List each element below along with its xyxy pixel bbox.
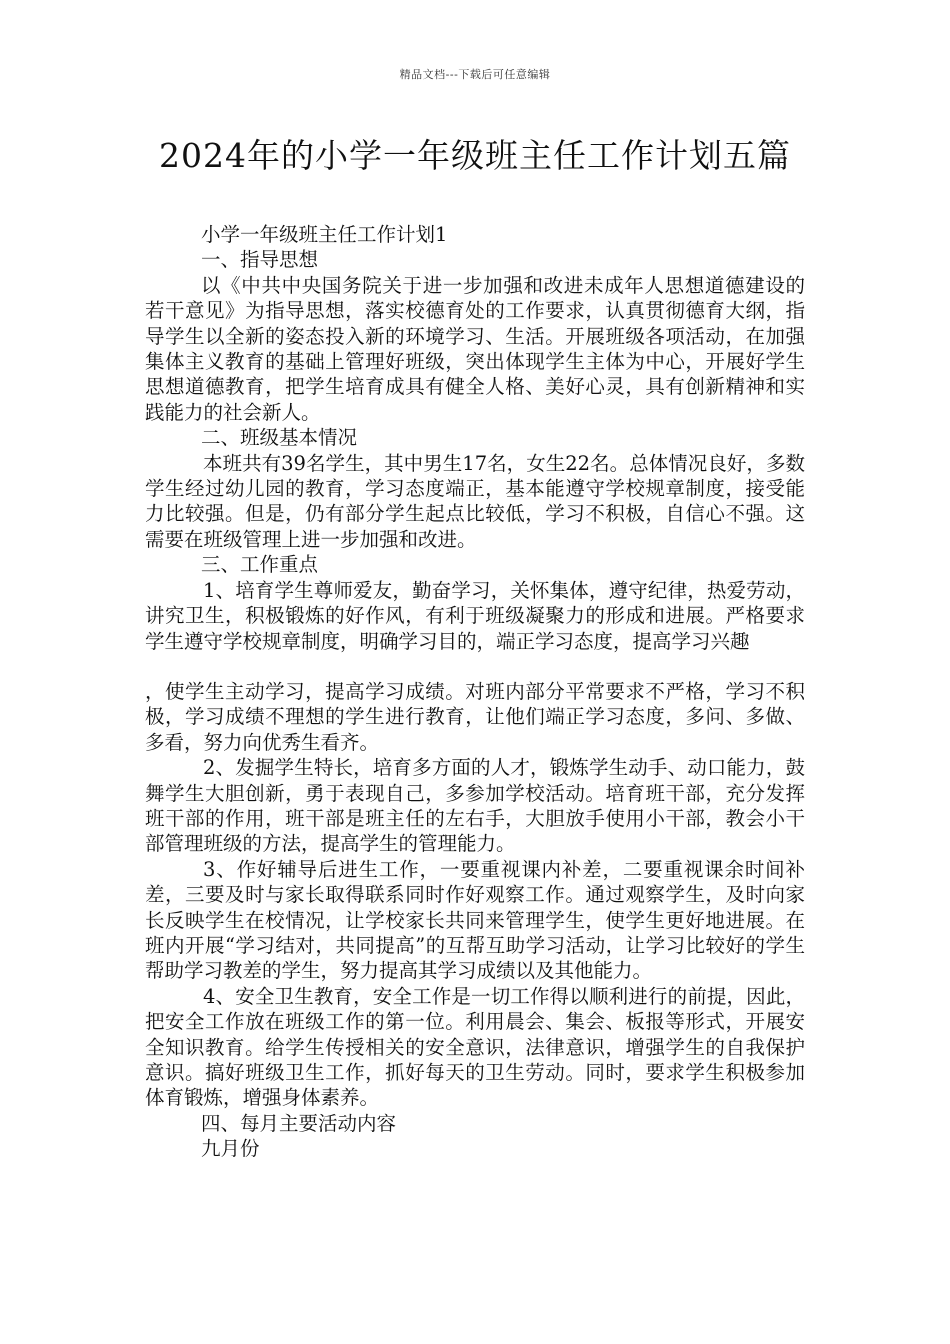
paragraph-focus-2: 2、发掘学生特长，培育多方面的人才，锻炼学生动手、动口能力，鼓舞学生大胆创新，勇于表现自己，多参加学校活动。培育班干部，充分发挥班干部的作用，班干部是班主任的左右手，大胆放手使用小干部，教会小干部管理班级的方法，提高学生的管理能力。 [145, 756, 805, 856]
paragraph-focus-1-continued: ，使学生主动学习，提高学习成绩。对班内部分平常要求不严格，学习不积极，学习成绩不理想的学生进行教育，让他们端正学习态度，多问、多做、多看，努力向优秀生看齐。 [145, 679, 805, 754]
section-heading-monthly-activities: 四、每月主要活动内容 [201, 1111, 397, 1135]
paragraph-focus-4: 4、安全卫生教育，安全工作是一切工作得以顺利进行的前提，因此，把安全工作放在班级工作的第一位。利用晨会、集会、板报等形式，开展安全知识教育。给学生传授相关的安全意识，法律意识，增强学生的自我保护意识。搞好班级卫生工作，抓好每天的卫生劳动。同时，要求学生积极参加体育锻炼，增强身体素养。 [145, 984, 805, 1110]
paragraph-focus-3: 3、作好辅导后进生工作，一要重视课内补差，二要重视课余时间补差，三要及时与家长取得联系同时作好观察工作。通过观察学生，及时向家长反映学生在校情况，让学校家长共同来管理学生，使学生更好地进展。在班内开展“学习结对，共同提高”的互帮互助学习活动，让学习比较好的学生帮助学习教差的学生，努力提高其学习成绩以及其他能力。 [145, 857, 805, 983]
section-heading-class-situation: 二、班级基本情况 [201, 426, 358, 450]
header-note: 精品文档---下载后可任意编辑 [399, 68, 551, 81]
document-body [145, 222, 805, 1162]
section-subtitle: 小学一年级班主任工作计划1 [201, 223, 448, 246]
paragraph-class-situation: 本班共有39名学生，其中男生17名，女生22名。总体情况良好，多数学生经过幼儿园的教育，学习态度端正，基本能遵守学校规章制度，接受能力比较强。但是，仍有部分学生起点比较低，学习不积极，自信心不强。这需要在班级管理上进一步加强和改进。 [145, 451, 805, 551]
month-heading-september: 九月份 [201, 1137, 260, 1161]
section-heading-guiding-thought: 一、指导思想 [201, 248, 319, 272]
paragraph-focus-1: 1、培育学生尊师爱友，勤奋学习，关怀集体，遵守纪律，热爱劳动，讲究卫生，积极锻炼的好作风，有利于班级凝聚力的形成和进展。严格要求学生遵守学校规章制度，明确学习目的，端正学习态度，提高学习兴趣 [145, 578, 805, 653]
document-title: 2024年的小学一年级班主任工作计划五篇 [159, 136, 791, 175]
section-heading-work-focus: 三、工作重点 [201, 553, 319, 577]
paragraph-guiding-thought: 以《中共中央国务院关于进一步加强和改进未成年人思想道德建设的若干意见》为指导思想，落实校德育处的工作要求，认真贯彻德育大纲，指导学生以全新的姿态投入新的环境学习、生活。开展班级各项活动，在加强集体主义教育的基础上管理好班级，突出体现学生主体为中心，开展好学生思想道德教育，把学生培育成具有健全人格、美好心灵，具有创新精神和实践能力的社会新人。 [145, 273, 805, 424]
